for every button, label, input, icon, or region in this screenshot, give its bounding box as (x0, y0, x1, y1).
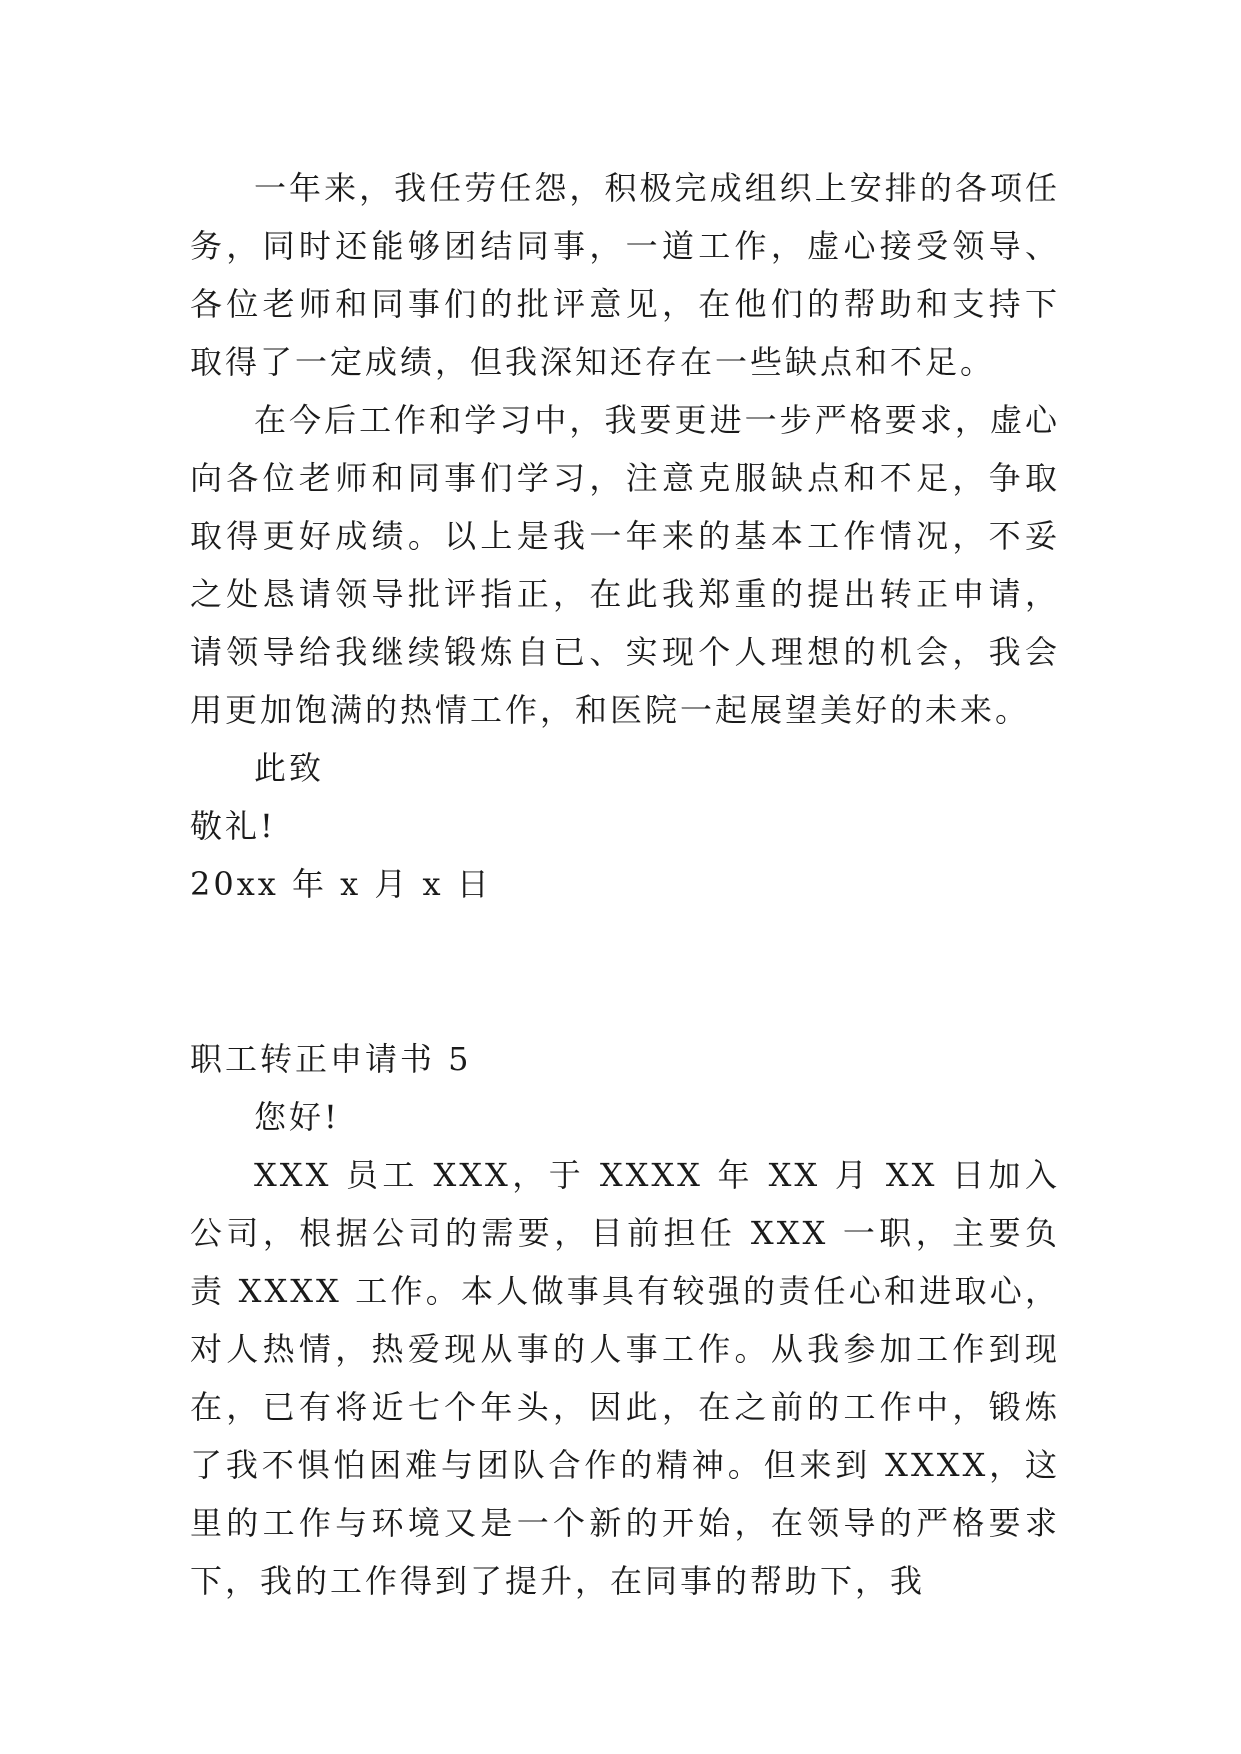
body-paragraph-3: XXX 员工 XXX，于 XXXX 年 XX 月 XX 日加入公司，根据公司的需要，目前担任 XXX 一职，主要负责 XXXX 工作。本人做事具有较强的责任心和进取心，对人热情，热爱现从事的人事工作。从我参加工作到现在，已有将近七个年头，因此，在之前的工作中，锻炼了我不惧怕困难与团队合作的精神。但来到 XXXX，这里的工作与环境又是一个新的开始，在领导的严格要求下，我的工作得到了提升，在同事的帮助下，我 (190, 1156, 1060, 1600)
letter-title: 职工转正申请书 5 (190, 1040, 472, 1078)
letter-5-section (190, 1030, 1060, 1610)
closing-phrase: 此致 (254, 749, 325, 787)
body-paragraph-1: 一年来，我任劳任怨，积极完成组织上安排的各项任务，同时还能够团结同事，一道工作，虚心接受领导、各位老师和同事们的批评意见，在他们的帮助和支持下取得了一定成绩，但我深知还存在一些缺点和不足。 (190, 169, 1060, 381)
letter-ending-section (190, 159, 1060, 913)
salutation: 敬礼! (190, 807, 276, 845)
body-paragraph-2: 在今后工作和学习中，我要更进一步严格要求，虚心向各位老师和同事们学习，注意克服缺点和不足，争取取得更好成绩。以上是我一年来的基本工作情况，不妥之处恳请领导批评指正，在此我郑重的提出转正申请，请领导给我继续锻炼自已、实现个人理想的机会，我会用更加饱满的热情工作，和医院一起展望美好的未来。 (190, 401, 1060, 729)
greeting: 您好! (254, 1098, 340, 1136)
letter-date: 20xx 年 x 月 x 日 (190, 865, 492, 903)
